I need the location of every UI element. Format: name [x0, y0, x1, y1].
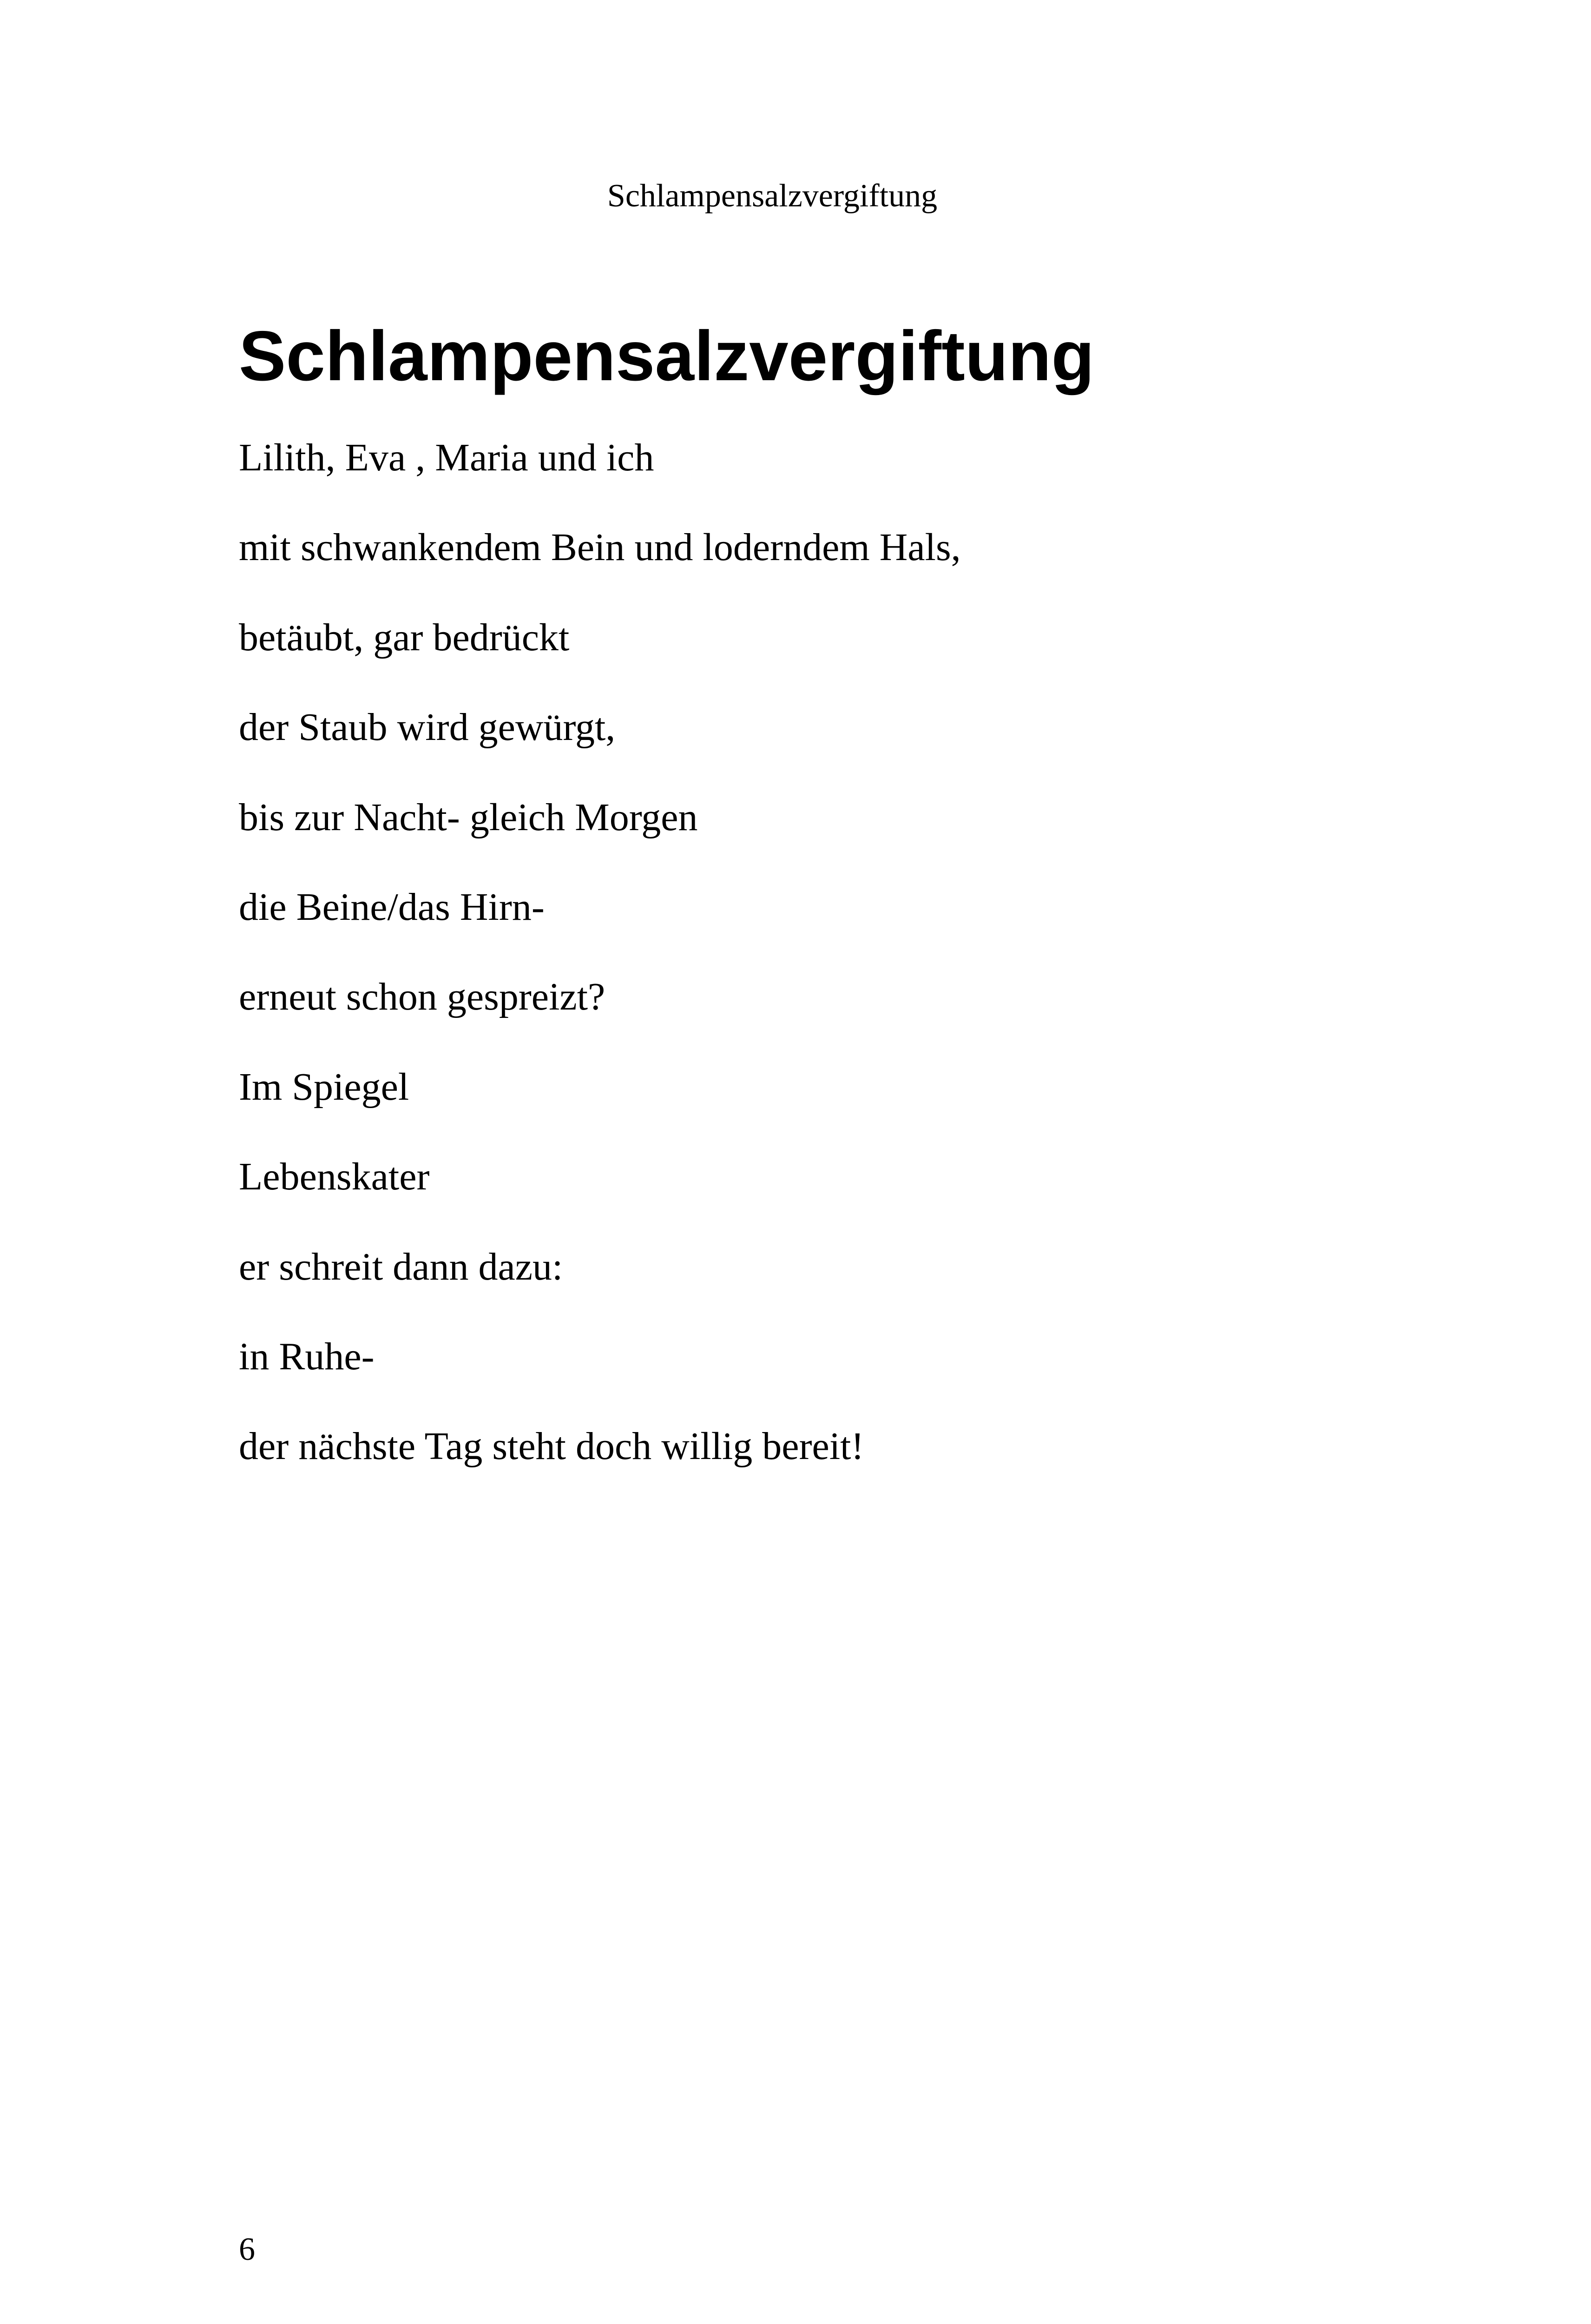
- poem-line: erneut schon gespreizt?: [239, 975, 605, 1019]
- poem-line: mit schwankendem Bein und loderndem Hals,: [239, 526, 961, 569]
- poem-line: Lebenskater: [239, 1155, 430, 1199]
- poem-line: Im Spiegel: [239, 1065, 409, 1109]
- poem-line: Lilith, Eva , Maria und ich: [239, 436, 654, 479]
- running-header: Schlampensalzvergiftung: [607, 178, 938, 214]
- poem-line: in Ruhe-: [239, 1334, 375, 1378]
- poem-line: betäubt, gar bedrückt: [239, 615, 570, 659]
- page-number: 6: [239, 2232, 255, 2267]
- poem-line: er schreit dann dazu:: [239, 1245, 563, 1288]
- poem-line: bis zur Nacht- gleich Morgen: [239, 795, 698, 839]
- poem-line: der nächste Tag steht doch willig bereit!: [239, 1425, 864, 1468]
- poem-line: die Beine/das Hirn-: [239, 885, 545, 929]
- poem-line: der Staub wird gewürgt,: [239, 706, 616, 749]
- poem-title: Schlampensalzvergiftung: [239, 317, 1095, 396]
- poem-body: [239, 428, 961, 1506]
